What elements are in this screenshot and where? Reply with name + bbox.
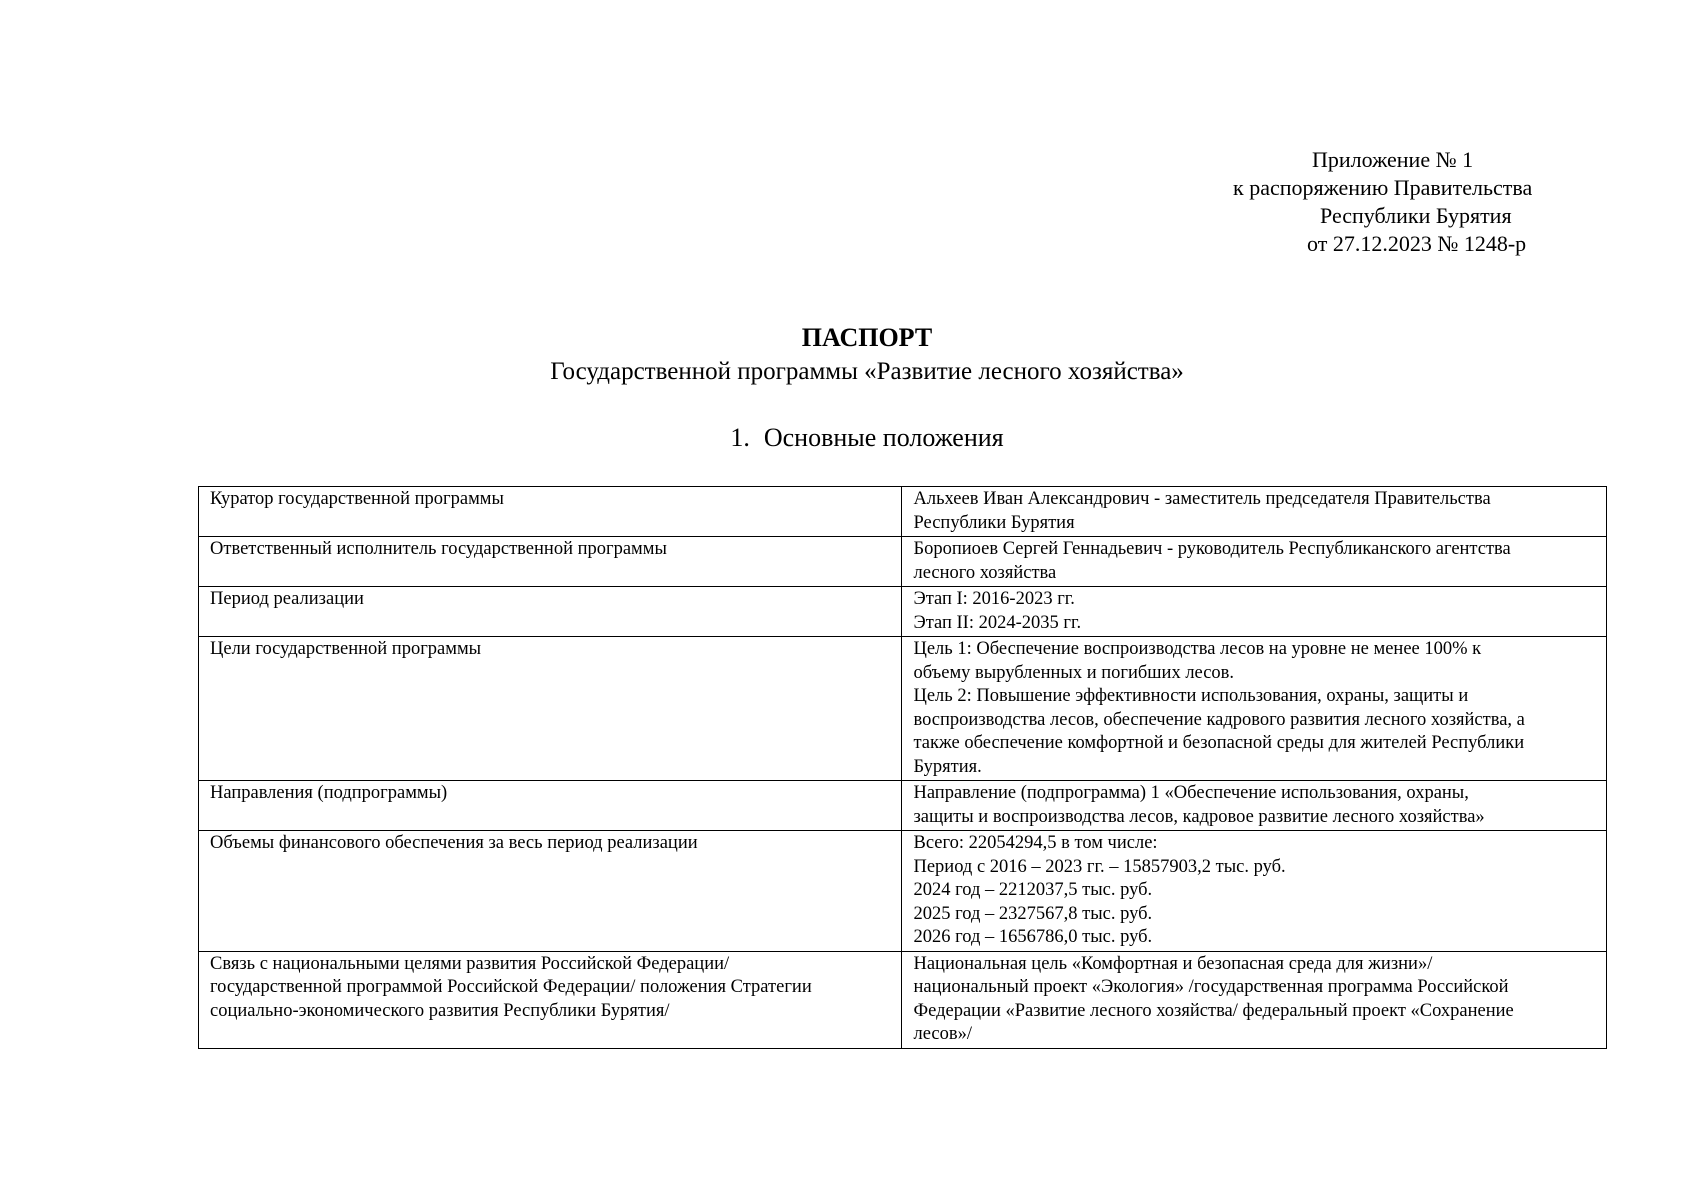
value-line: Республики Бурятия: [913, 512, 1075, 533]
value-line: Бурятия.: [913, 756, 982, 777]
document-subtitle: Государственной программы «Развитие лесного хозяйства»: [550, 358, 1184, 385]
value-line: защиты и воспроизводства лесов, кадровое развитие лесного хозяйства»: [913, 806, 1485, 827]
row-value-directions: [902, 781, 1607, 831]
row-label-goals: Цели государственной программы: [199, 637, 902, 781]
row-value-goals: [902, 637, 1607, 781]
value-line: 2024 год – 2212037,5 тыс. руб.: [913, 880, 1153, 900]
section-heading: [0, 422, 1698, 454]
table-row: [199, 637, 1607, 781]
value-line: лесного хозяйства: [913, 562, 1057, 583]
value-line: Этап I: 2016-2023 гг.: [913, 589, 1075, 609]
value-line: также обеспечение комфортной и безопасной среды для жителей Республики: [913, 733, 1525, 753]
row-value-national-goals: [902, 951, 1607, 1048]
row-value-funding: [902, 831, 1607, 952]
table-row: [199, 951, 1607, 1048]
value-line: национальный проект «Экология» /государственная программа Российской: [913, 977, 1509, 997]
value-line: Направление (подпрограмма) 1 «Обеспечение использования, охраны,: [913, 783, 1469, 803]
value-line: Национальная цель «Комфортная и безопасная среда для жизни»/: [913, 953, 1433, 974]
value-line: лесов»/: [913, 1024, 972, 1044]
appendix-line-date: от 27.12.2023 № 1248-р: [1307, 231, 1527, 256]
row-label-funding: Объемы финансового обеспечения за весь период реализации: [199, 831, 902, 952]
table-row: [199, 487, 1607, 537]
table-row: [199, 831, 1607, 952]
value-line: Боропиоев Сергей Геннадьевич - руководитель Республиканского агентства: [913, 539, 1511, 559]
value-line: объему вырубленных и погибших лесов.: [913, 662, 1235, 683]
value-line: 2026 год – 1656786,0 тыс. руб.: [913, 927, 1153, 947]
row-label-directions: Направления (подпрограммы): [199, 781, 902, 831]
label-line: государственной программой Российской Федерации/ положения Стратегии: [210, 977, 812, 997]
table-row: [199, 781, 1607, 831]
label-line: Связь с национальными целями развития Российской Федерации/: [210, 953, 730, 974]
passport-table: [198, 486, 1607, 1049]
table-row: [199, 537, 1607, 587]
appendix-line-order: к распоряжению Правительства: [1233, 175, 1533, 200]
row-value-period: [902, 587, 1607, 637]
row-label-period: Период реализации: [199, 587, 902, 637]
label-line: социально-экономического развития Республики Бурятия/: [210, 1000, 670, 1021]
table-row: [199, 587, 1607, 637]
value-line: Цель 2: Повышение эффективности использования, охраны, защиты и: [913, 686, 1469, 706]
appendix-line-republic: Республики Бурятия: [1320, 203, 1512, 228]
row-label-national-goals: [199, 951, 902, 1048]
document-title: ПАСПОРТ: [801, 323, 933, 352]
value-line: Всего: 22054294,5 в том числе:: [913, 833, 1158, 853]
row-label-curator: Куратор государственной программы: [199, 487, 902, 537]
value-line: Период с 2016 – 2023 гг. – 15857903,2 тыс. руб.: [913, 856, 1286, 877]
value-line: Альхеев Иван Александрович - заместитель председателя Правительства: [913, 489, 1491, 509]
value-line: Федерации «Развитие лесного хозяйства/ федеральный проект «Сохранение: [913, 1000, 1514, 1021]
value-line: Этап II: 2024-2035 гг.: [913, 612, 1082, 633]
row-value-curator: [902, 487, 1607, 537]
row-value-executor: [902, 537, 1607, 587]
value-line: 2025 год – 2327567,8 тыс. руб.: [913, 903, 1153, 924]
section-number: 1.: [730, 423, 750, 452]
appendix-line-number: Приложение № 1: [1312, 147, 1474, 172]
row-label-executor: Ответственный исполнитель государственной программы: [199, 537, 902, 587]
value-line: Цель 1: Обеспечение воспроизводства лесов на уровне не менее 100% к: [913, 639, 1482, 659]
appendix-block: [1200, 146, 1600, 258]
value-line: воспроизводства лесов, обеспечение кадрового развития лесного хозяйства, а: [913, 709, 1525, 730]
section-title: Основные положения: [763, 423, 1004, 452]
